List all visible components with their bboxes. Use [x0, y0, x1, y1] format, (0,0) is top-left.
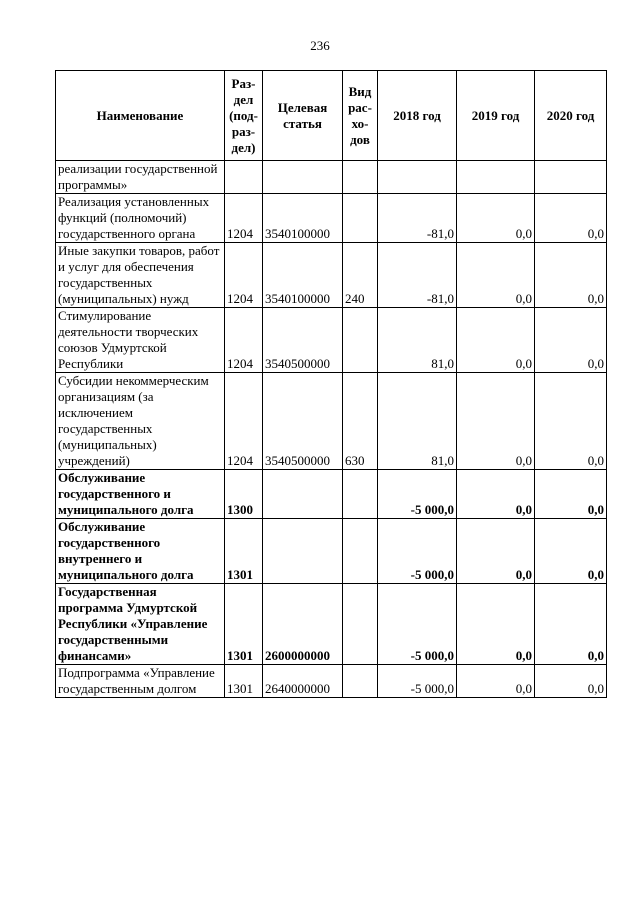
cell-2018: [378, 161, 457, 194]
cell-name: Реализация установленных функций (полномочий) государственного органа: [56, 194, 225, 243]
cell-2018: -5 000,0: [378, 519, 457, 584]
cell-expense: [343, 308, 378, 373]
cell-section: 1300: [225, 470, 263, 519]
table-row: [56, 373, 607, 470]
cell-name: реализации государственной программы»: [56, 161, 225, 194]
cell-2018: 81,0: [378, 373, 457, 470]
table-row: [56, 308, 607, 373]
table-row: [56, 194, 607, 243]
cell-2019: 0,0: [457, 373, 535, 470]
cell-expense: [343, 584, 378, 665]
cell-article: 2600000000: [263, 584, 343, 665]
header-name: Наименование: [56, 71, 225, 161]
cell-2020: [535, 161, 607, 194]
cell-article: 3540100000: [263, 243, 343, 308]
header-2018: 2018 год: [378, 71, 457, 161]
table-body: [56, 161, 607, 698]
cell-2020: 0,0: [535, 243, 607, 308]
cell-article: [263, 161, 343, 194]
table-row: [56, 161, 607, 194]
cell-2018: -81,0: [378, 243, 457, 308]
cell-article: 2640000000: [263, 665, 343, 698]
cell-2019: 0,0: [457, 194, 535, 243]
table-row: [56, 243, 607, 308]
header-article: Целевая статья: [263, 71, 343, 161]
cell-section: 1301: [225, 665, 263, 698]
cell-section: 1204: [225, 308, 263, 373]
cell-expense: [343, 665, 378, 698]
cell-2020: 0,0: [535, 194, 607, 243]
cell-section: 1204: [225, 373, 263, 470]
cell-expense: [343, 470, 378, 519]
table-header-row: [56, 71, 607, 161]
cell-expense: [343, 519, 378, 584]
cell-article: [263, 519, 343, 584]
cell-2020: 0,0: [535, 470, 607, 519]
cell-2018: -5 000,0: [378, 665, 457, 698]
table-row: [56, 470, 607, 519]
cell-section: 1204: [225, 194, 263, 243]
cell-name: Иные закупки товаров, работ и услуг для обеспечения государственных (муниципальных) нужд: [56, 243, 225, 308]
cell-2019: 0,0: [457, 470, 535, 519]
cell-section: 1204: [225, 243, 263, 308]
cell-2020: 0,0: [535, 519, 607, 584]
cell-article: [263, 470, 343, 519]
cell-2019: 0,0: [457, 665, 535, 698]
cell-section: 1301: [225, 584, 263, 665]
cell-name: Подпрограмма «Управление государственным долгом: [56, 665, 225, 698]
cell-2018: -5 000,0: [378, 470, 457, 519]
header-2019: 2019 год: [457, 71, 535, 161]
cell-2020: 0,0: [535, 665, 607, 698]
cell-2019: 0,0: [457, 519, 535, 584]
header-2020: 2020 год: [535, 71, 607, 161]
cell-2020: 0,0: [535, 584, 607, 665]
table-row: [56, 519, 607, 584]
page-number: 236: [310, 38, 330, 53]
cell-2019: [457, 161, 535, 194]
cell-2020: 0,0: [535, 373, 607, 470]
cell-expense: 630: [343, 373, 378, 470]
cell-2019: 0,0: [457, 584, 535, 665]
table-row: [56, 665, 607, 698]
cell-expense: [343, 194, 378, 243]
table-row: [56, 584, 607, 665]
cell-2018: 81,0: [378, 308, 457, 373]
cell-name: Субсидии некоммерческим организациям (за исключением государственных (муниципальных) учреждений): [56, 373, 225, 470]
cell-2018: -5 000,0: [378, 584, 457, 665]
cell-2019: 0,0: [457, 308, 535, 373]
cell-name: Государственная программа Удмуртской Республики «Управление государственными финансами»: [56, 584, 225, 665]
cell-2020: 0,0: [535, 308, 607, 373]
cell-article: 3540100000: [263, 194, 343, 243]
budget-table: [55, 70, 607, 698]
cell-article: 3540500000: [263, 308, 343, 373]
header-section: Раз-дел (под-раз-дел): [225, 71, 263, 161]
cell-article: 3540500000: [263, 373, 343, 470]
cell-name: Обслуживание государственного внутреннего и муниципального долга: [56, 519, 225, 584]
cell-section: 1301: [225, 519, 263, 584]
cell-section: [225, 161, 263, 194]
header-expense: Вид рас-хо-дов: [343, 71, 378, 161]
cell-expense: [343, 161, 378, 194]
cell-name: Обслуживание государственного и муниципального долга: [56, 470, 225, 519]
cell-name: Стимулирование деятельности творческих союзов Удмуртской Республики: [56, 308, 225, 373]
cell-2019: 0,0: [457, 243, 535, 308]
cell-2018: -81,0: [378, 194, 457, 243]
cell-expense: 240: [343, 243, 378, 308]
